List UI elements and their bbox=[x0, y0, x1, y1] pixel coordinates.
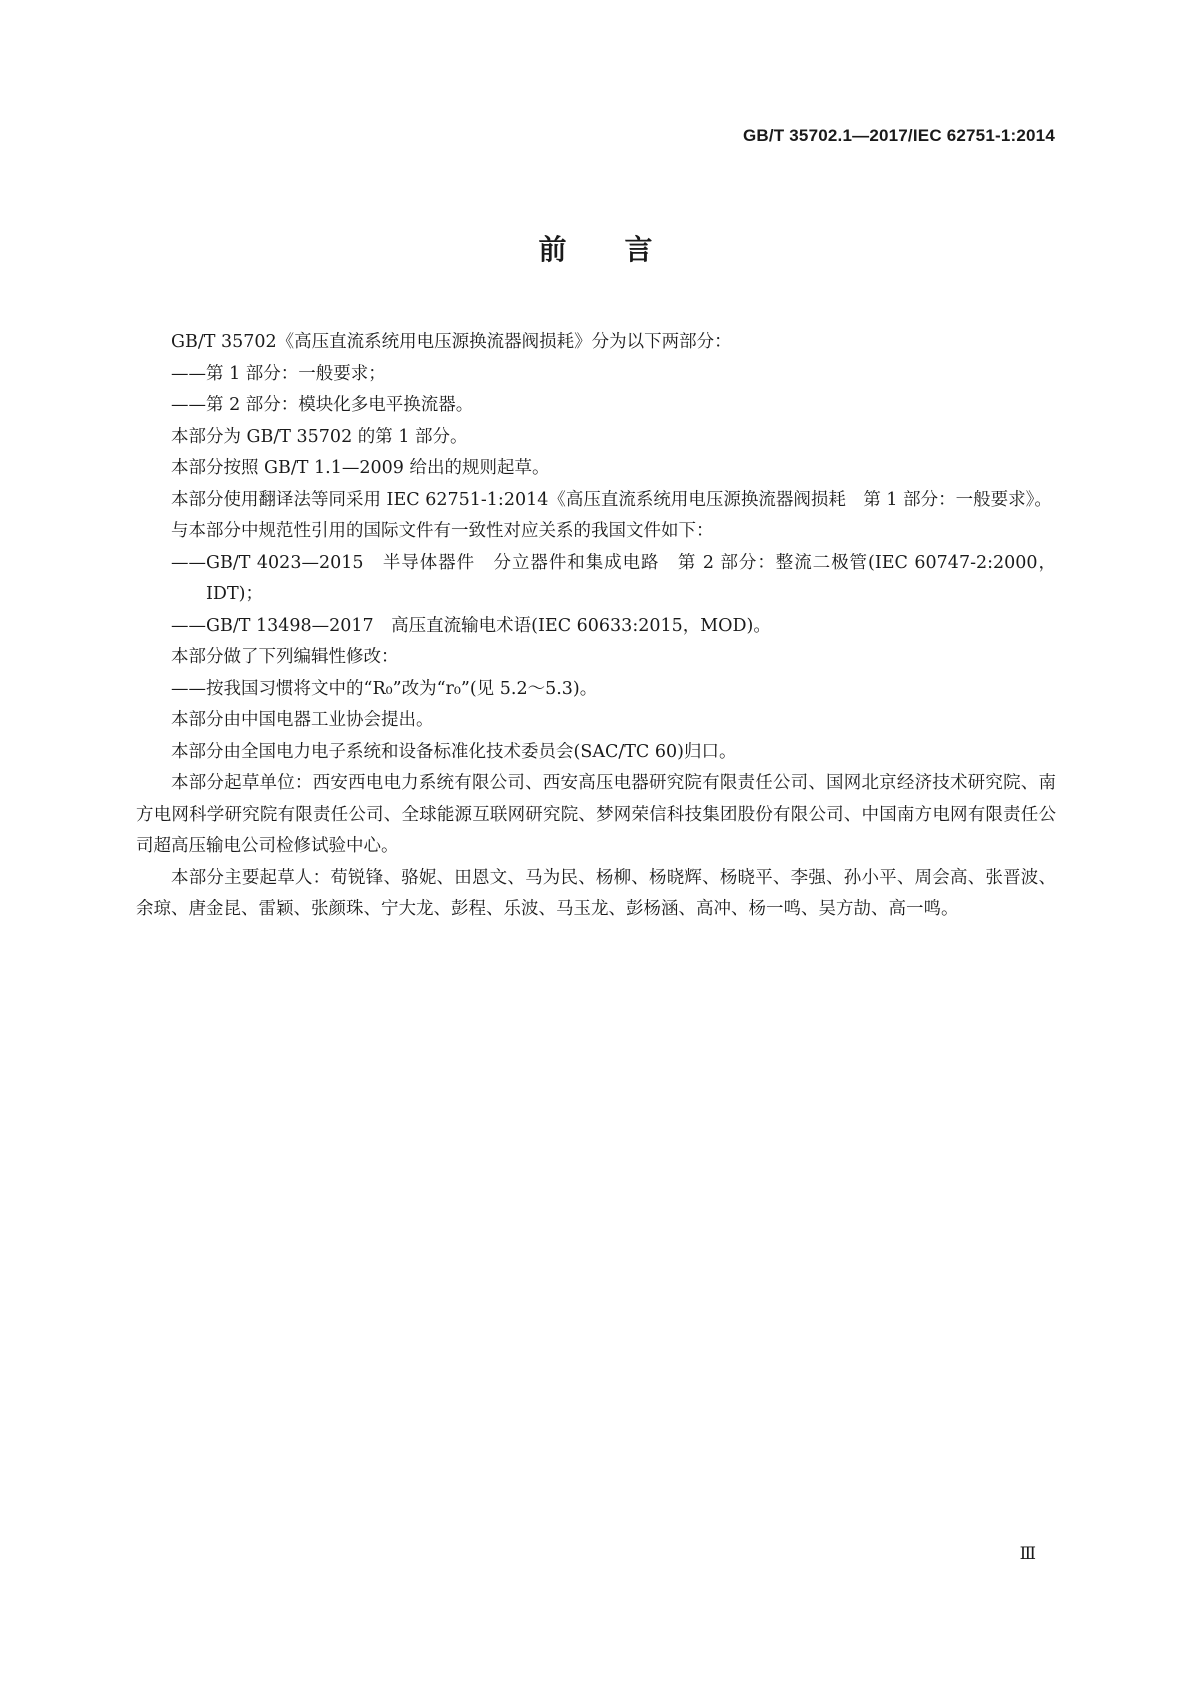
paragraph-intro: GB/T 35702《高压直流系统用电压源换流器阀损耗》分为以下两部分： bbox=[171, 332, 732, 352]
paragraph-drafters: 本部分主要起草人：荀锐锋、骆妮、田恩文、马为民、杨柳、杨晓辉、杨晓平、李强、孙小平、周会高、张晋波、余琼、唐金昆、雷颖、张颜珠、宁大龙、彭程、乐波、马玉龙、彭杨涵、高冲、杨一鸣、吴方劼、高一鸣。 bbox=[136, 867, 1056, 919]
paragraph-drafting-units: 本部分起草单位：西安西电电力系统有限公司、西安高压电器研究院有限责任公司、国网北京经济技术研究院、南方电网科学研究院有限责任公司、全球能源互联网研究院、梦网荣信科技集团股份有限公司、中国南方电网有限责任公司超高压输电公司检修试验中心。 bbox=[136, 773, 1056, 856]
list-item-symbol-change: ——按我国习惯将文中的“R₀”改为“r₀”(见 5.2～5.3)。 bbox=[171, 678, 598, 699]
list-item-part1: ——第 1 部分：一般要求； bbox=[171, 363, 386, 384]
foreword-body bbox=[136, 327, 1056, 926]
standard-code-header: GB/T 35702.1—2017/IEC 62751-1:2014 bbox=[742, 126, 1055, 145]
paragraph-proposer: 本部分由中国电器工业协会提出。 bbox=[171, 710, 434, 730]
list-item-part2: ——第 2 部分：模块化多电平换流器。 bbox=[171, 395, 474, 415]
paragraph-adoption: 本部分使用翻译法等同采用 IEC 62751-1:2014《高压直流系统用电压源换流器阀损耗 第 1 部分：一般要求》。 bbox=[171, 489, 1052, 510]
paragraph-drafting-rules: 本部分按照 GB/T 1.1—2009 给出的规则起草。 bbox=[171, 458, 550, 478]
page-title: 前言 bbox=[538, 233, 711, 266]
paragraph-editorial-changes: 本部分做了下列编辑性修改： bbox=[171, 647, 399, 667]
list-item-gbt4023: ——GB/T 4023—2015 半导体器件 分立器件和集成电路 第 2 部分：整流二极管(IEC 60747-2:2000，IDT)； bbox=[171, 552, 1056, 604]
paragraph-correspondence: 与本部分中规范性引用的国际文件有一致性对应关系的我国文件如下： bbox=[171, 521, 714, 541]
page-number: Ⅲ bbox=[1019, 1544, 1036, 1564]
paragraph-part-statement: 本部分为 GB/T 35702 的第 1 部分。 bbox=[171, 426, 468, 447]
paragraph-committee: 本部分由全国电力电子系统和设备标准化技术委员会(SAC/TC 60)归口。 bbox=[171, 741, 737, 762]
list-item-gbt13498: ——GB/T 13498—2017 高压直流输电术语(IEC 60633:2015，MOD)。 bbox=[171, 615, 771, 636]
